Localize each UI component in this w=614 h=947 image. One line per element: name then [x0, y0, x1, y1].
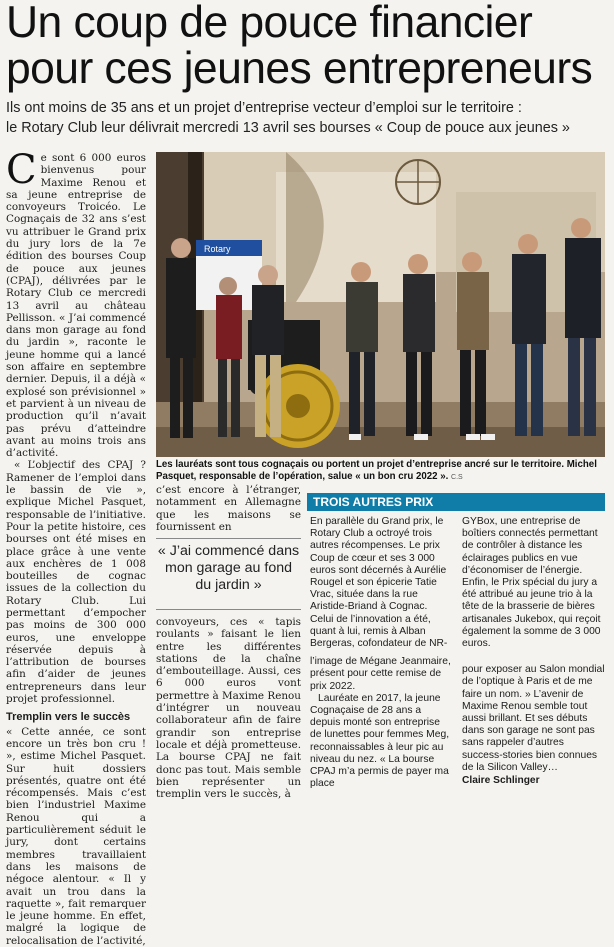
headline-line-2: pour ces jeunes entrepreneurs — [6, 44, 593, 93]
sidebar-paragraph-3: l’image de Mégane Jeanmaire, présent pour cette remise de prix 2022. — [310, 656, 451, 692]
article-column-1 — [6, 147, 146, 947]
author-signature: Claire Schlinger — [462, 775, 540, 787]
photo-credit: C.S — [451, 473, 463, 481]
article-paragraph-4: c’est encore à l’étranger, notamment en Allemagne que les maisons se fournissent en — [156, 484, 301, 533]
article-photo — [156, 152, 605, 457]
sidebar-title: TROIS AUTRES PRIX — [307, 493, 605, 511]
sidebar-paragraph-4: Lauréate en 2017, la jeune Cognaçaise de 28 ans a depuis monté son entreprise de lunettes pour femmes Meg, reconnaissables à leur pic au niveau du nez. « La bourse CPAJ m’a permis de payer ma place — [310, 692, 450, 790]
sidebar-column-1 — [310, 516, 453, 790]
article-column-2-top — [156, 484, 301, 534]
sidebar-paragraph-5: pour exposer au Salon mondial de l’optique à Paris et de me faire un nom. » L’avenir de Maxime Renou semble tout aussi brillant. Et ses débuts dans son garage ne sont pas sans rappeler d’autres success-stories bien connues de la Silicon Valley… — [462, 664, 605, 773]
photo-caption-text: Les lauréats sont tous cognaçais ou portent un projet d’entreprise ancré sur le territoire. Michel Pasquet, responsable de l’opération, salue « un bon cru 2022 ». — [156, 459, 597, 482]
standfirst — [6, 98, 610, 138]
banner-text: Rotary — [204, 244, 231, 254]
pull-quote: « J’ai commencé dans mon garage au fond du jardin » — [156, 538, 301, 610]
headline-line-1: Un coup de pouce financier — [6, 0, 533, 47]
article-paragraph-1 — [6, 147, 146, 460]
article-column-2-bottom — [156, 616, 301, 801]
article-subhead: Tremplin vers le succès — [6, 711, 131, 724]
standfirst-line-2: le Rotary Club leur délivrait mercredi 13 avril ses bourses « Coup de pouce aux jeunes » — [6, 120, 570, 136]
headline — [6, 0, 610, 92]
article-paragraph-1-text: e sont 6 000 euros bienvenus pour Maxime Renou et sa jeune entreprise de convoyeurs Troicéo. Le Cognaçais de 32 ans s’est vu attribuer le Grand prix du jury lors de la 7e édition des bourses Coup de pouce aux jeunes (CPAJ), délivrées par le Rotary Club ce mercredi 13 avril au château Pellisson. « J’ai commencé dans mon garage au fond du jardin », raconte le jeune homme qui a lancé son affaire en septembre dernier. Depuis, il a déjà « explosé son prévisionnel » et parvient à un niveau de production qu’il n’avait pas prévu d’atteindre avant au moins trois ans d’activité. — [6, 152, 146, 460]
photo-caption — [156, 459, 605, 483]
standfirst-line-1: Ils ont moins de 35 ans et un projet d’entreprise vecteur d’emploi sur le territoire : — [6, 100, 522, 116]
article-paragraph-3: « Cette année, ce sont encore un très bon cru ! », estime Michel Pasquet. Sur huit dossiers présentés, quatre ont été récompensés. Mais c’est bien l’industriel Maxime Renou qui a particulièrement séduit le jury, dont certains membres travaillaient dans les maisons de négoce alentour. « Il y avait un trou dans la raquette », fait remarquer le jeune homme. En effet, malgré la logique de relocalisation de l’activité, — [6, 725, 146, 947]
sidebar-paragraph-2: GYBox, une entreprise de boîtiers connectés permettant de contrôler à distance les éclairages publics en vue d’économiser de l’énergie. Enfin, le Prix spécial du jury a été attribué au jeune trio à la tête de la brasserie de bières artisanales Jukebox, qui reçoit également la somme de 3 000 euros. — [462, 516, 601, 650]
sidebar-column-2 — [462, 516, 605, 787]
drop-cap: C — [6, 147, 37, 193]
sidebar-paragraph-1: En parallèle du Grand prix, le Rotary Club a octroyé trois autres récompenses. Le prix Coup de cœur et ses 3 000 euros sont décernés à Aurélie Rougel et son épicerie Tatie Vrac, située dans la rue Aristide-Briand à Cognac. Celui de l’innovation a été, quant à lui, remis à Alban Bergeras, cofondateur de NR- — [310, 516, 448, 650]
article-paragraph-5: convoyeurs, ces « tapis roulants » faisant le lien entre les différentes stations de la chaîne d’embouteillage. Aussi, ces 6 000 euros vont permettre à Maxime Renou d’intégrer un nouveau collaborateur afin de faire grandir son entreprise locale et déjà prometteuse. La bourse CPAJ ne fait donc pas tout. Mais semble bien représenter un tremplin vers le succès, à — [156, 616, 301, 801]
article-paragraph-2: « L’objectif des CPAJ ? Ramener de l’emploi dans le bassin de vie », explique Michel Pasquet, responsable de l’initiative. Pour la petite histoire, ces bourses ont été mises en place grâce à une vente aux enchères de 1 008 bouteilles de cognac issues de la collection du Rotary Club. Lui permettant d’empocher pas moins de 300 000 euros, une enveloppe réservée depuis à l’attribution de bourses afin d’aider de jeunes entrepreneurs dans leur projet professionnel. — [6, 459, 146, 706]
